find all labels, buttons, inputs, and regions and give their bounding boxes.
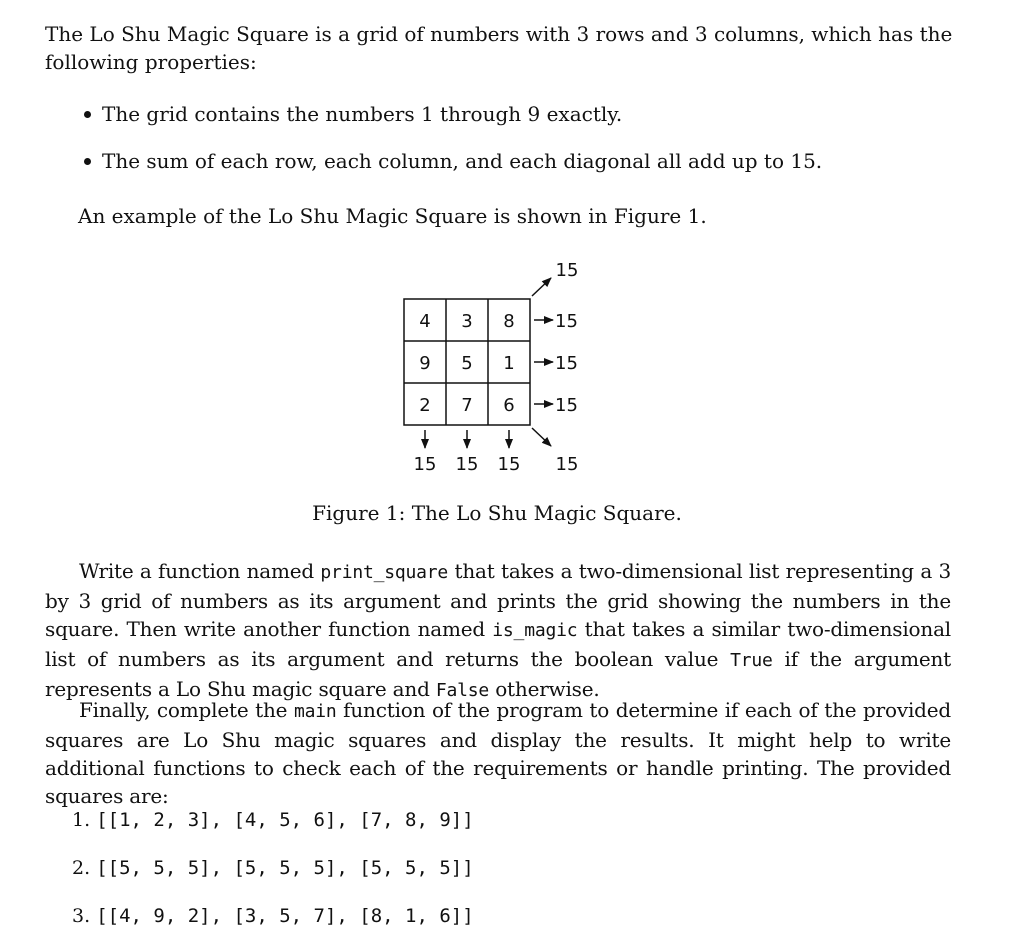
column-sum-label: 15	[455, 454, 479, 475]
diagonal-arrow-icon	[532, 278, 551, 296]
square-code: [[1, 2, 3], [4, 5, 6], [7, 8, 9]]	[96, 809, 474, 831]
grid-cell: 1	[503, 353, 515, 374]
square-code: [[5, 5, 5], [5, 5, 5], [5, 5, 5]]	[96, 857, 474, 879]
item-number: 3.	[72, 905, 91, 927]
text-run: that takes a similar two-dimensional list of numbers as its argument and returns the boolean value	[45, 617, 952, 671]
diagonal-sum-label: 15	[555, 454, 579, 475]
code-true: True	[730, 650, 773, 671]
item-number: 2.	[72, 857, 91, 879]
diagonal-arrow-icon	[532, 428, 551, 446]
grid-cell: 2	[419, 395, 431, 416]
code-main: main	[293, 701, 337, 722]
provided-squares-list	[72, 806, 474, 950]
item-number: 1.	[72, 809, 91, 831]
finally-paragraph	[45, 696, 951, 810]
text-run: if the argument represents a Lo Shu magic square and	[45, 647, 952, 701]
figure-caption: Figure 1: The Lo Shu Magic Square.	[312, 501, 682, 525]
column-sum-label: 15	[497, 454, 521, 475]
code-is-magic: is_magic	[492, 620, 578, 641]
bullet-text: The grid contains the numbers 1 through 9 exactly.	[102, 102, 623, 126]
code-false: False	[435, 680, 490, 701]
grid-cell: 5	[461, 353, 473, 374]
instructions-paragraph	[45, 557, 951, 705]
example-sentence: An example of the Lo Shu Magic Square is shown in Figure 1.	[78, 204, 707, 228]
text-run: otherwise.	[489, 677, 600, 701]
grid-cell: 7	[461, 395, 473, 416]
grid-cell: 8	[503, 311, 515, 332]
grid-cell: 9	[419, 353, 431, 374]
list-item	[72, 854, 474, 902]
code-print-square: print_square	[320, 562, 449, 583]
text-run: function of the program to determine if each of the provided squares are Lo Shu magic squares and display the results. It might help to write additional functions to check each of the requirements or handle printing. The provided squares are:	[45, 698, 951, 808]
column-sum-label: 15	[413, 454, 437, 475]
grid-cell: 6	[503, 395, 515, 416]
row-sum-label: 15	[555, 353, 578, 374]
intro-paragraph: The Lo Shu Magic Square is a grid of numbers with 3 rows and 3 columns, which has the following properties:	[45, 22, 953, 74]
square-code: [[4, 9, 2], [3, 5, 7], [8, 1, 6]]	[96, 905, 474, 927]
list-item	[72, 806, 474, 854]
text-run: Write a function named	[79, 559, 321, 583]
text-run: Finally, complete the	[79, 698, 294, 722]
grid-cell: 3	[461, 311, 473, 332]
row-sum-label: 15	[555, 395, 578, 416]
text-run: that takes a two-dimensional list representing a 3 by 3 grid of numbers as its argument and prints the grid showing the numbers in the square. Then write another function named	[45, 559, 951, 641]
row-sum-label: 15	[555, 311, 578, 332]
grid-cell: 4	[419, 311, 431, 332]
bullet-text: The sum of each row, each column, and each diagonal all add up to 15.	[102, 149, 823, 173]
diagonal-sum-label: 15	[555, 260, 579, 281]
